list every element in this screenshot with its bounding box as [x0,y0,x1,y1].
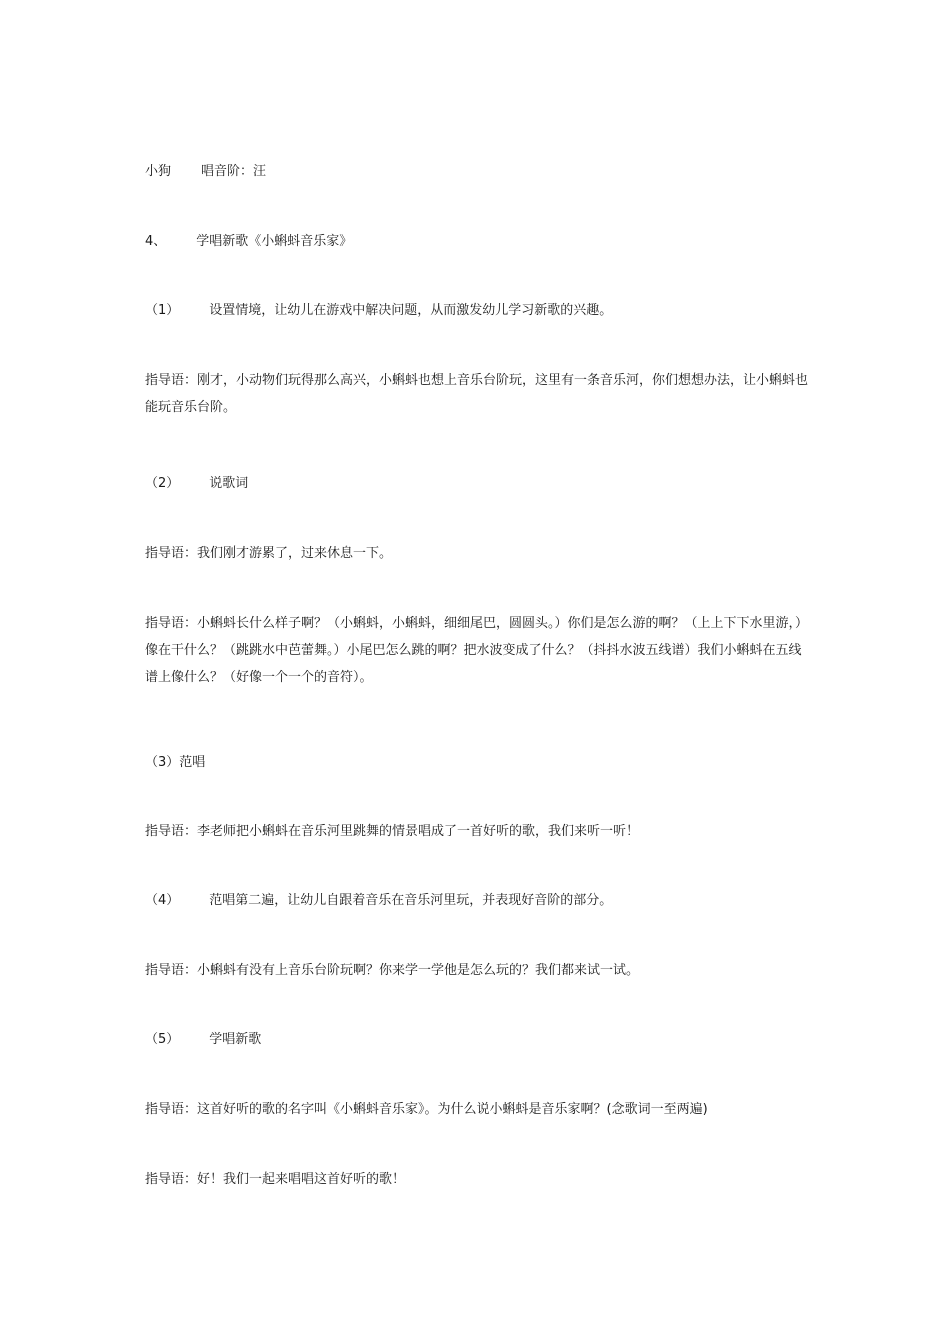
paragraph-guide-4: 指导语：李老师把小蝌蚪在音乐河里跳舞的情景唱成了一首好听的歌，我们来听一听！ [145,824,640,839]
paragraph-guide-1: 指导语：刚才，小动物们玩得那么高兴，小蝌蚪也想上音乐台阶玩，这里有一条音乐河，你们想想办法，让小蝌蚪也能玩音乐台阶。 [145,373,809,415]
subsection-text: 说歌词 [209,476,249,491]
section-number: 4、 [145,234,167,249]
paragraph-guide-5: 指导语：小蝌蚪有没有上音乐台阶玩啊？你来学一学他是怎么玩的？我们都来试一试。 [145,963,640,978]
subsection-1 [145,302,810,320]
line-dog-scale [145,163,810,181]
paragraph-guide-3: 指导语：小蝌蚪长什么样子啊？（小蝌蚪，小蝌蚪，细细尾巴，圆圆头。）你们是怎么游的啊？（上上下下水里游，）像在干什么？（跳跳水中芭蕾舞。）小尾巴怎么跳的啊？把水波变成了什么？（抖抖水波五线谱）我们小蝌蚪在五线谱上像什么？（好像一个一个的音符）。 [145,616,809,685]
subsection-3: （3）范唱 [145,755,206,770]
subsection-number: （5） [145,1032,180,1047]
subsection-4 [145,892,810,910]
section-heading-4 [145,233,810,251]
section-title: 学唱新歌《小蝌蚪音乐家》 [196,234,353,249]
text-dog-scale: 唱音阶：汪 [201,164,267,179]
paragraph-guide-2: 指导语：我们刚才游累了，过来休息一下。 [145,546,393,561]
subsection-2 [145,475,810,493]
paragraph-guide-7: 指导语：好！我们一起来唱唱这首好听的歌！ [145,1172,406,1187]
subsection-text: 设置情境，让幼儿在游戏中解决问题，从而激发幼儿学习新歌的兴趣。 [209,303,613,318]
subsection-5 [145,1031,810,1049]
paragraph-guide-6: 指导语：这首好听的歌的名字叫《小蝌蚪音乐家》。为什么说小蝌蚪是音乐家啊？(念歌词一至两遍) [145,1102,708,1117]
subsection-number: （4） [145,893,180,908]
subsection-number: （1） [145,303,180,318]
subsection-text: 范唱第二遍，让幼儿自跟着音乐在音乐河里玩，并表现好音阶的部分。 [209,893,613,908]
subsection-number: （2） [145,476,180,491]
text-dog: 小狗 [145,164,172,179]
subsection-text: 学唱新歌 [209,1032,262,1047]
